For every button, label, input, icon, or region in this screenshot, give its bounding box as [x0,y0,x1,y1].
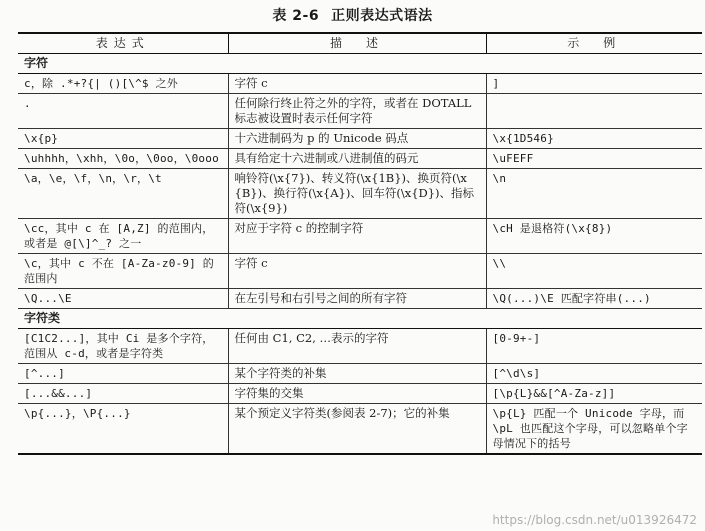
table-row [18,254,702,289]
table-row [18,74,702,94]
section-row-character-classes [18,309,702,329]
expr-cell: \uhhhh，\xhh，\0o，\0oo，\0ooo [18,149,228,169]
header-description: 描 述 [228,33,486,54]
desc-cell: 某个字符类的补集 [228,364,486,384]
desc-cell: 字符集的交集 [228,384,486,404]
expr-cell: \cc，其中 c 在 [A,Z] 的范围内，或者是 @[\]^_? 之一 [18,219,228,254]
watermark: https://blog.csdn.net/u013926472 [492,513,697,527]
desc-cell: 对应于字符 c 的控制字符 [228,219,486,254]
expr-cell: [^...] [18,364,228,384]
expr-cell: . [18,94,228,129]
desc-cell: 响铃符(\x{7})、转义符(\x{1B})、换页符(\x{B})、换行符(\x{A})、回车符(\x{D})、指标符(\x{9}) [228,169,486,219]
section-row-characters [18,54,702,74]
desc-cell: 任何由 C1, C2, …表示的字符 [228,329,486,364]
desc-cell: 具有给定十六进制或八进制值的码元 [228,149,486,169]
table-row [18,364,702,384]
section-title: 字符类 [18,309,702,329]
example-cell: [\p{L}&&[^A-Za-z]] [486,384,702,404]
desc-cell: 在左引号和右引号之间的所有字符 [228,289,486,309]
example-cell: \cH 是退格符(\x{8}) [486,219,702,254]
table-row [18,289,702,309]
expr-cell: c，除 .*+?{| ()[\^$ 之外 [18,74,228,94]
desc-cell: 字符 c [228,74,486,94]
expr-cell: \Q...\E [18,289,228,309]
example-cell [486,94,702,129]
table-row [18,404,702,455]
example-cell: \x{1D546} [486,129,702,149]
example-cell: \uFEFF [486,149,702,169]
expr-cell: [C1C2...]，其中 Ci 是多个字符，范围从 c-d，或者是字符类 [18,329,228,364]
example-cell: ] [486,74,702,94]
expr-cell: [...&&...] [18,384,228,404]
expr-cell: \c，其中 c 不在 [A-Za-z0-9] 的范围内 [18,254,228,289]
table-row [18,129,702,149]
desc-cell: 字符 c [228,254,486,289]
expr-cell: \a，\e，\f，\n，\r，\t [18,169,228,219]
regex-syntax-table [18,32,702,455]
header-row [18,33,702,54]
section-title: 字符 [18,54,702,74]
table-number: 表 2-6 [272,8,320,24]
table-row [18,219,702,254]
expr-cell: \x{p} [18,129,228,149]
table-row [18,329,702,364]
desc-cell: 任何除行终止符之外的字符，或者在 DOTALL 标志被设置时表示任何字符 [228,94,486,129]
header-example: 示 例 [486,33,702,54]
expr-cell: \p{...}，\P{...} [18,404,228,455]
table-title: 正则表达式语法 [331,8,433,24]
table-row [18,149,702,169]
table-row [18,384,702,404]
example-cell: [0-9+-] [486,329,702,364]
table-row [18,94,702,129]
example-cell: \p{L} 匹配一个 Unicode 字母，而 \pL 也匹配这个字母，可以忽略单个字母情况下的括号 [486,404,702,455]
example-cell: [^\d\s] [486,364,702,384]
example-cell: \\ [486,254,702,289]
table-caption [0,5,705,25]
table-row [18,169,702,219]
example-cell: \n [486,169,702,219]
desc-cell: 十六进制码为 p 的 Unicode 码点 [228,129,486,149]
header-expression: 表达式 [18,33,228,54]
example-cell: \Q(...)\E 匹配字符串(...) [486,289,702,309]
desc-cell: 某个预定义字符类(参阅表 2-7)；它的补集 [228,404,486,455]
